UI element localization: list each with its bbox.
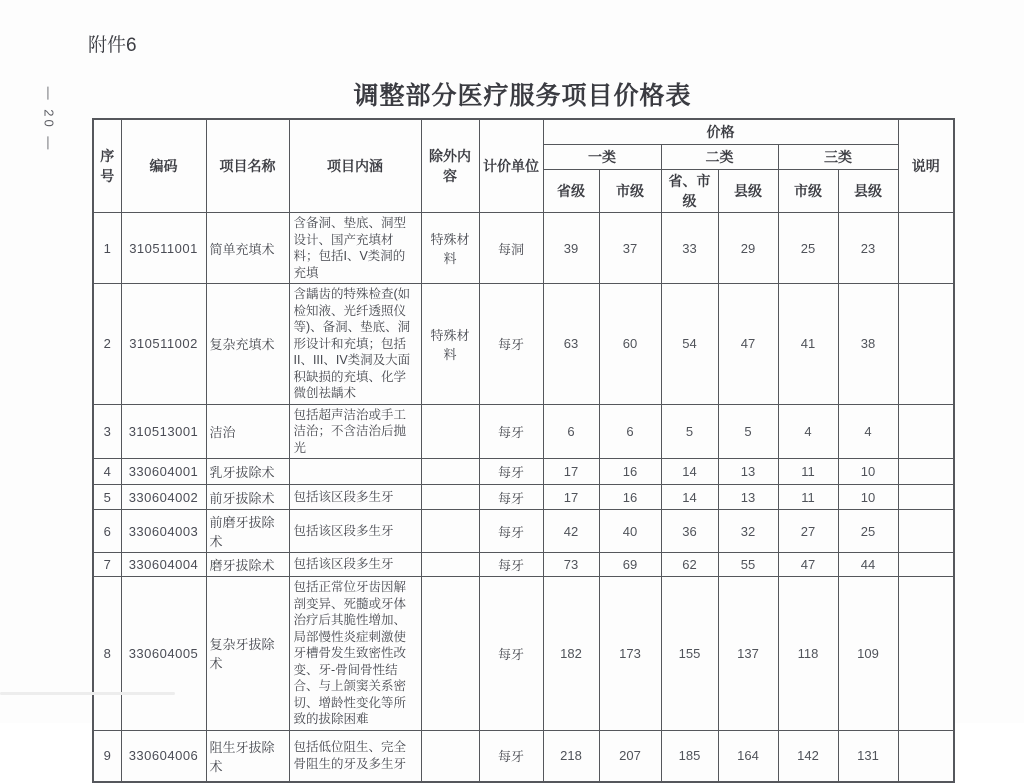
cell-code: 330604001 [121,459,206,485]
table-row [93,577,954,731]
cell-content: 包括超声洁治或手工洁治；不含洁治后抛光 [289,404,421,459]
cell-content: 含龋齿的特殊检查(如检知液、光纤透照仪等)、备洞、垫底、洞形设计和充填；包括II、III、IV类洞及大面积缺损的充填、化学微创祛龋术 [289,284,421,405]
cell-code: 330604005 [121,577,206,731]
cell-unit: 每牙 [479,459,543,485]
cell-excluded [421,577,479,731]
cell-price: 118 [778,577,838,731]
cell-content: 包括该区段多生牙 [289,510,421,553]
cell-excluded [421,553,479,577]
cell-code: 310511001 [121,213,206,284]
cell-seq: 4 [93,459,121,485]
header-price-group: 价格 [543,119,898,145]
cell-price: 39 [543,213,599,284]
cell-price: 13 [718,459,778,485]
cell-content [289,459,421,485]
cell-unit: 每洞 [479,213,543,284]
cell-excluded [421,485,479,510]
cell-note [898,284,954,405]
cell-excluded [421,459,479,485]
cell-price: 13 [718,485,778,510]
cell-unit: 每牙 [479,510,543,553]
cell-name: 乳牙拔除术 [206,459,289,485]
header-name: 项目名称 [206,119,289,213]
cell-price: 14 [661,485,718,510]
cell-unit: 每牙 [479,485,543,510]
cell-content: 包括正常位牙齿因解剖变异、死髓或牙体治疗后其脆性增加、局部慢性炎症刺激使牙槽骨发生致密性改变、牙-骨间骨性结合、与上颌窦关系密切、增龄性变化等所致的拔除困难 [289,577,421,731]
cell-price: 4 [838,404,898,459]
attachment-label: 附件6 [88,35,137,56]
cell-price: 137 [718,577,778,731]
cell-name: 洁治 [206,404,289,459]
header-class-3: 三类 [778,145,898,170]
header-level-municipal: 市级 [599,170,661,213]
header-row-1 [93,119,954,145]
table-row [93,510,954,553]
cell-name: 前牙拔除术 [206,485,289,510]
price-table [92,118,955,783]
cell-price: 38 [838,284,898,405]
header-level-county-3: 县级 [838,170,898,213]
cell-price: 62 [661,553,718,577]
cell-price: 60 [599,284,661,405]
header-level-municipal-3: 市级 [778,170,838,213]
cell-price: 11 [778,485,838,510]
header-level-prov-muni: 省、市级 [661,170,718,213]
header-class-1: 一类 [543,145,661,170]
page-number: — 20 — [41,86,57,153]
cell-price: 27 [778,510,838,553]
table-header [93,119,954,213]
cell-note [898,510,954,553]
cell-excluded: 特殊材料 [421,284,479,405]
cell-price: 16 [599,485,661,510]
cell-note [898,404,954,459]
cell-seq: 6 [93,510,121,553]
cell-price: 29 [718,213,778,284]
cell-note [898,577,954,731]
cell-seq: 9 [93,730,121,782]
header-class-2: 二类 [661,145,778,170]
cell-price: 54 [661,284,718,405]
cell-note [898,730,954,782]
cell-price: 55 [718,553,778,577]
table-row [93,213,954,284]
cell-price: 185 [661,730,718,782]
cell-price: 207 [599,730,661,782]
cell-price: 42 [543,510,599,553]
cell-price: 47 [778,553,838,577]
cell-seq: 7 [93,553,121,577]
cell-code: 310511002 [121,284,206,405]
table-row [93,485,954,510]
cell-content: 包括低位阻生、完全骨阻生的牙及多生牙 [289,730,421,782]
header-seq: 序号 [93,119,121,213]
cell-name: 前磨牙拔除术 [206,510,289,553]
cell-code: 330604006 [121,730,206,782]
cell-code: 330604004 [121,553,206,577]
cell-note [898,213,954,284]
cell-price: 17 [543,485,599,510]
cell-price: 142 [778,730,838,782]
cell-price: 32 [718,510,778,553]
cell-price: 6 [543,404,599,459]
cell-excluded [421,404,479,459]
cell-price: 33 [661,213,718,284]
cell-price: 73 [543,553,599,577]
cell-price: 14 [661,459,718,485]
cell-price: 63 [543,284,599,405]
cell-seq: 3 [93,404,121,459]
cell-content: 包括该区段多生牙 [289,485,421,510]
table-row [93,459,954,485]
cell-price: 17 [543,459,599,485]
cell-price: 10 [838,459,898,485]
cell-code: 330604002 [121,485,206,510]
cell-name: 复杂充填术 [206,284,289,405]
cell-price: 41 [778,284,838,405]
cell-price: 36 [661,510,718,553]
header-level-provincial: 省级 [543,170,599,213]
cell-excluded [421,510,479,553]
cell-price: 109 [838,577,898,731]
header-code: 编码 [121,119,206,213]
cell-name: 磨牙拔除术 [206,553,289,577]
cell-code: 310513001 [121,404,206,459]
cell-price: 164 [718,730,778,782]
cell-seq: 8 [93,577,121,731]
scan-artifact [0,692,175,695]
cell-price: 10 [838,485,898,510]
cell-code: 330604003 [121,510,206,553]
cell-seq: 2 [93,284,121,405]
cell-price: 37 [599,213,661,284]
cell-unit: 每牙 [479,730,543,782]
cell-excluded [421,730,479,782]
cell-price: 182 [543,577,599,731]
cell-price: 16 [599,459,661,485]
page-title: 调整部分医疗服务项目价格表 [353,82,692,110]
cell-price: 5 [661,404,718,459]
cell-name: 阻生牙拔除术 [206,730,289,782]
header-content: 项目内涵 [289,119,421,213]
header-note: 说明 [898,119,954,213]
cell-price: 173 [599,577,661,731]
cell-price: 40 [599,510,661,553]
cell-note [898,485,954,510]
cell-unit: 每牙 [479,577,543,731]
cell-note [898,459,954,485]
cell-price: 69 [599,553,661,577]
cell-unit: 每牙 [479,284,543,405]
cell-price: 47 [718,284,778,405]
cell-price: 131 [838,730,898,782]
cell-name: 复杂牙拔除术 [206,577,289,731]
cell-note [898,553,954,577]
cell-price: 25 [778,213,838,284]
table-body [93,213,954,783]
cell-price: 44 [838,553,898,577]
cell-price: 218 [543,730,599,782]
cell-unit: 每牙 [479,553,543,577]
cell-price: 155 [661,577,718,731]
cell-unit: 每牙 [479,404,543,459]
cell-seq: 1 [93,213,121,284]
header-level-county: 县级 [718,170,778,213]
table-row [93,553,954,577]
cell-name: 简单充填术 [206,213,289,284]
cell-price: 11 [778,459,838,485]
cell-price: 6 [599,404,661,459]
cell-price: 5 [718,404,778,459]
header-unit: 计价单位 [479,119,543,213]
table-row [93,730,954,782]
cell-excluded: 特殊材料 [421,213,479,284]
cell-content: 包括该区段多生牙 [289,553,421,577]
cell-price: 23 [838,213,898,284]
header-excluded: 除外内容 [421,119,479,213]
cell-price: 4 [778,404,838,459]
cell-content: 含备洞、垫底、洞型设计、国产充填材料；包括I、V类洞的充填 [289,213,421,284]
cell-seq: 5 [93,485,121,510]
cell-price: 25 [838,510,898,553]
table-row [93,284,954,405]
table-row [93,404,954,459]
